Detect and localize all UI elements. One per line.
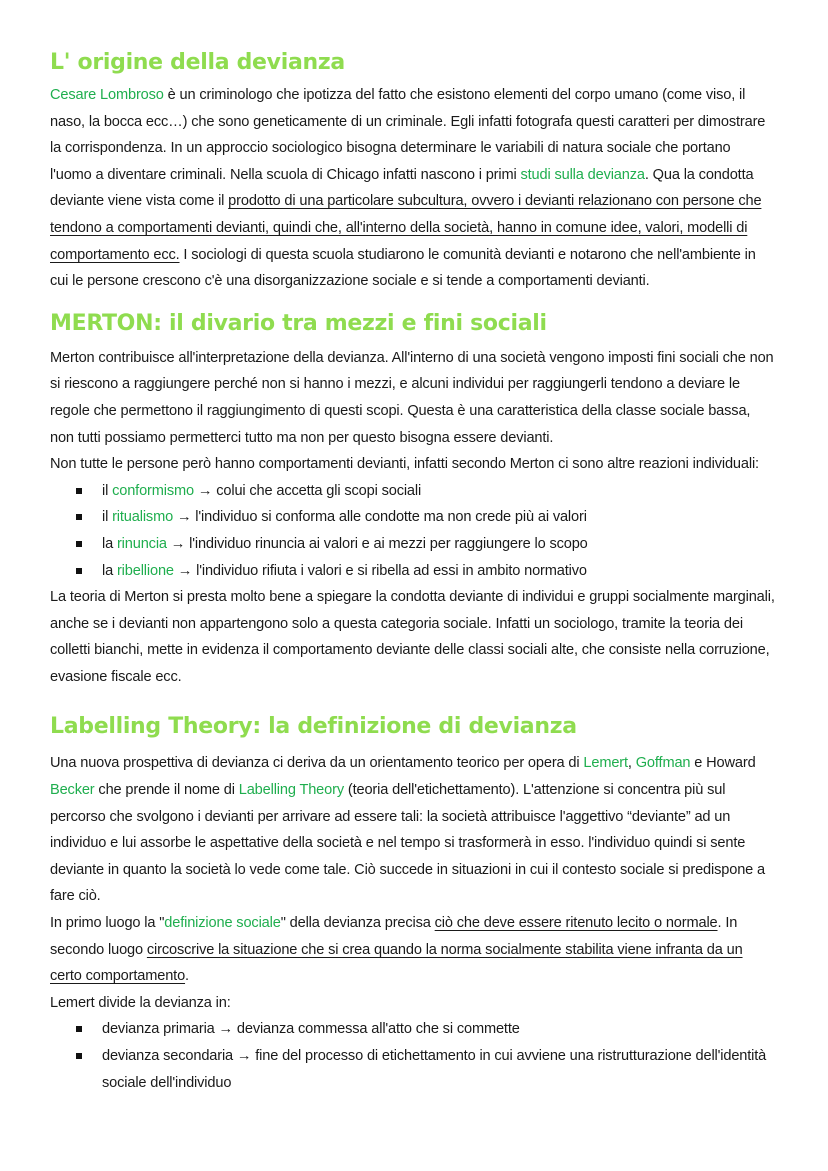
bullet-list [50, 1016, 776, 1096]
list-item [50, 558, 776, 585]
highlight-term: Lemert [583, 755, 628, 772]
underlined-text: ciò che deve essere ritenuto lecito o normale [434, 915, 718, 932]
underlined-text: prodotto di una particolare subcultura, ovvero i devianti relazionano con persone che tendono a comportamenti devianti, quindi che, all'interno della società, hanno in comune idee, valori, modelli di comportamento ecc. [50, 193, 762, 263]
highlight-term: Labelling Theory [238, 782, 344, 799]
paragraph [50, 750, 776, 910]
highlight-term: definizione sociale [164, 915, 281, 932]
section-merton [50, 309, 776, 691]
text-span: (teoria dell'etichettamento). L'attenzione si concentra più sul percorso che svolgono i devianti per arrivare ad essere tali: la società attribuisce l'aggettivo “deviante” ad un individuo e lui assorbe le aspettative della società e nel tempo si trasformerà in esso. l'individuo quindi si sente deviante in quanto la società lo vede come tale. Ciò succede in situazioni in cui il contesto sociale si predispone a fare ciò. [50, 782, 766, 905]
text-span: " della devianza precisa [280, 915, 435, 932]
list-item [50, 478, 776, 505]
paragraph [50, 82, 776, 295]
text-span: → l'individuo rinuncia ai valori e ai mezzi per raggiungere lo scopo [166, 535, 588, 552]
text-span: la [102, 562, 117, 579]
highlight-term: Becker [50, 782, 95, 799]
paragraph: Lemert divide la devianza in: [50, 994, 231, 1011]
text-span: e Howard [690, 755, 756, 772]
bullet-icon [76, 568, 82, 574]
highlight-term: conformismo [112, 482, 194, 499]
section-labelling-theory [50, 712, 776, 1096]
text-span: . Qua la condotta deviante viene vista come il [50, 166, 754, 210]
text-span: devianza primaria → devianza commessa all'atto che si commette [102, 1021, 520, 1038]
text-span: . [185, 968, 189, 985]
bullet-icon [76, 1026, 82, 1032]
paragraph: Non tutte le persone però hanno comportamenti devianti, infatti secondo Merton ci sono altre reazioni individuali: [50, 456, 759, 473]
bullet-icon [76, 541, 82, 547]
list-item [50, 1043, 776, 1096]
section-heading: Labelling Theory: la definizione di devianza [50, 714, 577, 740]
list-item [50, 531, 776, 558]
list-item [50, 1016, 776, 1043]
highlight-term: Cesare Lombroso [50, 87, 164, 103]
text-span: → l'individuo rifiuta i valori e si ribella ad essi in ambito normativo [173, 562, 587, 579]
text-span: il [102, 482, 113, 499]
section-heading: L' origine della devianza [50, 50, 345, 75]
section-heading: MERTON: il divario tra mezzi e fini sociali [50, 310, 547, 336]
bullet-icon [76, 488, 82, 494]
text-span: il [102, 509, 113, 526]
text-span: devianza secondaria → fine del processo di etichettamento in cui avviene una ristrutturazione dell'identità sociale dell'individuo [102, 1048, 767, 1091]
highlight-term: rinuncia [116, 535, 167, 552]
text-span: → colui che accetta gli scopi sociali [193, 482, 422, 499]
text-span: In primo luogo la " [50, 915, 165, 932]
text-span: . In secondo luogo [50, 915, 738, 958]
text-span: che prende il nome di [94, 782, 239, 799]
paragraph: La teoria di Merton si presta molto bene a spiegare la condotta deviante di individui e gruppi socialmente marginali, anche se i devianti non appartengono solo a questa categoria sociale. Infatti un sociologo, tramite la teoria dei colletti bianchi, mette in evidenza il comportamento deviante delle classi sociali alte, che consiste nella corruzione, evasione fiscale ecc. [50, 589, 775, 685]
text-span: , [627, 755, 636, 772]
list-item [50, 504, 776, 531]
text-span: → l'individuo si conforma alle condotte ma non crede più ai valori [173, 509, 587, 526]
underlined-text: circoscrive la situazione che si crea quando la norma socialmente stabilita viene infranta da un certo comportamento [50, 941, 743, 985]
highlight-term: ritualismo [112, 509, 174, 526]
paragraph: Merton contribuisce all'interpretazione della devianza. All'interno di una società vengono imposti fini sociali che non si riescono a raggiungere perché non si hanno i mezzi, e alcuni individui per raggiungerli tendono a deviare le regole che permettono il raggiungimento di questi scopi. Questa è una caratteristica della classe sociale bassa, non tutti possiamo permetterci tutto ma non per questo bisogna essere devianti. [50, 349, 774, 446]
text-span: è un criminologo che ipotizza del fatto che esistono elementi del corpo umano (come viso, il naso, la bocca ecc…) che sono geneticamente di un criminale. Egli infatti fotografa questi caratteri per dimostrare la corrispondenza. In un approccio sociologico bisogna determinare le variabili di natura sociale che portano l'uomo a diventare criminali. Nella scuola di Chicago infatti nascono i primi [50, 87, 766, 183]
bullet-list [50, 478, 776, 584]
highlight-term: studi sulla devianza [520, 166, 645, 183]
highlight-term: ribellione [116, 562, 174, 579]
bullet-icon [76, 514, 82, 520]
highlight-term: Goffman [635, 755, 691, 772]
text-span: I sociologi di questa scuola studiarono le comunità devianti e notarono che nell'ambiente in cui le persone crescono c'è una disorganizzazione sociale e si tende a comportamenti devianti. [50, 246, 756, 290]
section-origine [50, 48, 776, 295]
paragraph [50, 910, 776, 990]
text-span: Una nuova prospettiva di devianza ci deriva da un orientamento teorico per opera di [50, 755, 584, 772]
text-span: la [102, 535, 117, 552]
bullet-icon [76, 1053, 82, 1059]
